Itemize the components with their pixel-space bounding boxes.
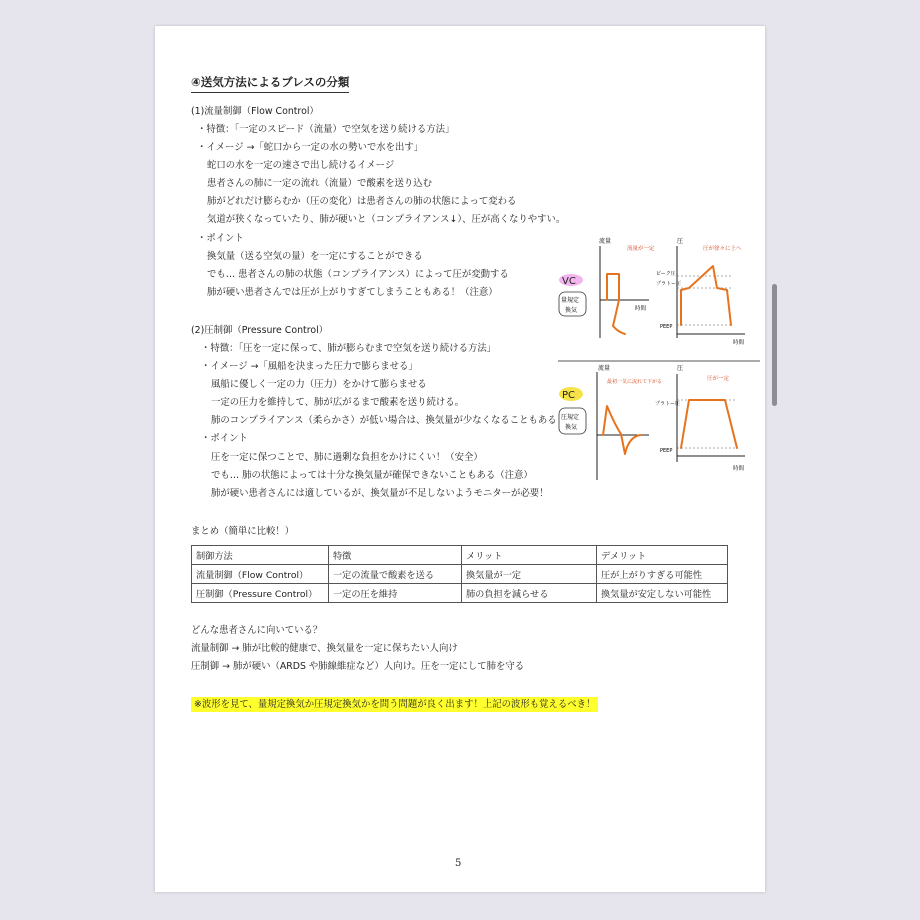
section-title: ④送気方法によるブレスの分類 (191, 74, 349, 93)
vc-plateau-label: プラトー圧 (656, 281, 682, 287)
table-cell: 換気量が一定 (462, 565, 597, 584)
vc-badge-sub-2: 換気 (565, 307, 578, 314)
pc-peep-label: PEEP (660, 448, 673, 454)
pressure-point: ・ポイント (201, 433, 248, 444)
vc-peep-label: PEEP (660, 324, 673, 330)
document-page (155, 26, 765, 892)
flow-point-3: 肺が硬い患者さんでは圧が上がりすぎてしまうこともある！（注意） (207, 287, 498, 298)
vc-badge-sub-1: 量規定 (561, 297, 580, 304)
vc-pressure-note: 圧が徐々に上へ (703, 246, 742, 252)
flow-feature: ・特徴：「一定のスピード（流量）で空気を送り続ける方法」 (197, 124, 455, 135)
table-cell: 肺の負担を減らせる (462, 584, 597, 603)
vc-pressure-axis-label: 圧 (677, 238, 684, 245)
pc-badge: PC (562, 390, 576, 401)
vc-time-label-2: 時間 (733, 340, 745, 346)
vc-badge: VC (562, 276, 576, 287)
pressure-image-line-1: 風船に優しく一定の力（圧力）をかけて膨らませる (211, 379, 427, 390)
pressure-image: ・イメージ →「風船を決まった圧力で膨らませる」 (201, 361, 418, 372)
table-header-row (192, 546, 728, 565)
table-header-cell: デメリット (597, 546, 728, 565)
pressure-feature: ・特徴：「圧を一定に保って、肺が膨らむまで空気を送り続ける方法」 (201, 343, 497, 354)
pc-pressure-note: 圧が一定 (707, 376, 730, 382)
pc-flow-axis-label: 流量 (598, 365, 611, 372)
vc-peak-label: ピーク圧 (656, 271, 676, 277)
table-header-cell: メリット (462, 546, 597, 565)
table-cell: 圧制御（Pressure Control） (192, 584, 329, 603)
pc-pressure-waveform (681, 400, 737, 448)
table-cell: 圧が上がりすぎる可能性 (597, 565, 728, 584)
patients-question: どんな患者さんに向いている？ (191, 625, 323, 636)
pc-pressure-axis-label: 圧 (677, 365, 684, 372)
vc-flow-waveform (607, 274, 625, 334)
summary-heading: まとめ（簡単に比較！） (191, 526, 295, 537)
pressure-image-line-2: 一定の圧力を維持して、肺が広がるまで酸素を送り続ける。 (211, 397, 464, 408)
table-header-cell: 制御方法 (192, 546, 329, 565)
table-row (192, 584, 728, 603)
patients-flow: 流量制御 → 肺が比較的健康で、換気量を一定に保ちたい人向け (191, 643, 458, 654)
flow-image-line-1: 蛇口の水を一定の速さで出し続けるイメージ (207, 160, 395, 171)
vc-pressure-waveform (681, 266, 731, 325)
pc-flow-note: 最初一気に流れて下がる (607, 379, 663, 385)
patients-pressure: 圧制御 → 肺が硬い（ARDS や肺線維症など）人向け。圧を一定にして肺を守る (191, 661, 525, 672)
table-cell: 一定の圧を維持 (329, 584, 462, 603)
page-number: 5 (455, 858, 462, 869)
flow-image-line-4: 気道が狭くなっていたり、肺が硬いと（コンプライアンス↓）、圧が高くなりやすい。 (207, 214, 566, 225)
scrollbar-thumb[interactable] (772, 284, 777, 406)
table-cell: 流量制御（Flow Control） (192, 565, 329, 584)
pressure-point-2: でも… 肺の状態によっては十分な換気量が確保できないこともある（注意） (211, 470, 533, 481)
flow-point-1: 換気量（送る空気の量）を一定にすることができる (207, 251, 423, 262)
pc-badge-sub-2: 換気 (565, 424, 578, 431)
table-header-cell: 特徴 (329, 546, 462, 565)
table-row (192, 565, 728, 584)
pressure-image-line-3: 肺のコンプライアンス（柔らかさ）が低い場合は、換気量が少なくなることもある (211, 415, 557, 426)
highlight-note: ※波形を見て、量規定換気か圧規定換気かを問う問題が良く出ます！上記の波形も覚えるべき！ (191, 697, 598, 712)
pressure-point-3: 肺が硬い患者さんには適しているが、換気量が不足しないようモニターが必要！ (211, 488, 549, 499)
pc-plateau-label: プラトー圧 (655, 401, 681, 407)
vc-time-label: 時間 (635, 306, 647, 312)
pc-time-label: 時間 (733, 466, 745, 472)
vc-flow-axis-label: 流量 (599, 238, 612, 245)
flow-image-line-2: 患者さんの肺に一定の流れ（流量）で酸素を送り込む (207, 178, 433, 189)
flow-point: ・ポイント (197, 233, 244, 244)
vc-flow-note: 流量が一定 (627, 246, 655, 252)
flow-image-line-3: 肺がどれだけ膨らむか（圧の変化）は患者さんの肺の状態によって変わる (207, 196, 517, 207)
flow-heading: (1)流量制御（Flow Control） (191, 106, 319, 117)
flow-point-2: でも… 患者さんの肺の状態（コンプライアンス）によって圧が変動する (207, 269, 509, 280)
summary-table (191, 545, 728, 603)
pc-flow-waveform (603, 406, 641, 454)
pressure-point-1: 圧を一定に保つことで、肺に過剰な負担をかけにくい！（安全） (211, 452, 483, 463)
waveform-diagrams (555, 230, 760, 486)
table-cell: 一定の流量で酸素を送る (329, 565, 462, 584)
table-cell: 換気量が安定しない可能性 (597, 584, 728, 603)
pressure-heading: (2)圧制御（Pressure Control） (191, 325, 329, 336)
pc-badge-sub-1: 圧規定 (561, 414, 580, 421)
flow-image: ・イメージ →「蛇口から一定の水の勢いで水を出す」 (197, 142, 424, 153)
